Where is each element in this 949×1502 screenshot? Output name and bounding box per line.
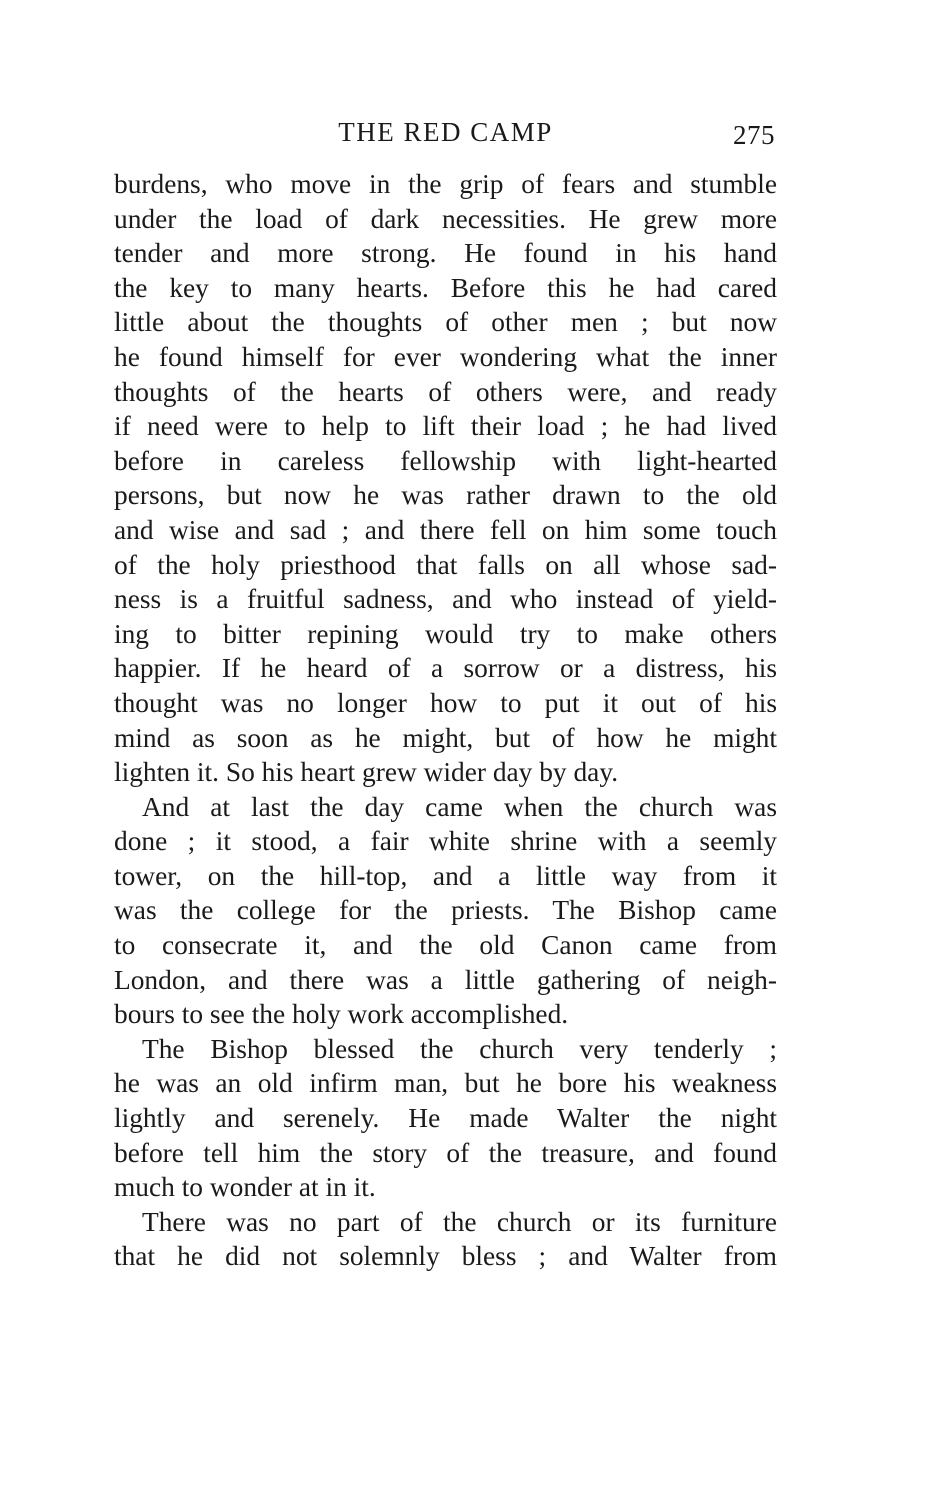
text-line: to consecrate it, and the old Canon came from xyxy=(114,930,777,961)
paragraph xyxy=(114,167,777,790)
text-line: thoughts of the hearts of others were, and ready xyxy=(114,376,777,407)
text-line: of the holy priesthood that falls on all whose sad- xyxy=(114,549,777,580)
text-line: under the load of dark necessities. He grew more xyxy=(114,203,777,234)
text-line: before tell him the story of the treasure, and found xyxy=(114,1137,777,1168)
text-line: much to wonder at in it. xyxy=(114,1172,376,1203)
page-number: 275 xyxy=(733,120,775,150)
text-line: if need were to help to lift their load ; he had lived xyxy=(114,411,777,442)
text-line: ing to bitter repining would try to make others xyxy=(114,618,777,649)
text-line: was the college for the priests. The Bishop came xyxy=(114,895,777,926)
text-line: lightly and serenely. He made Walter the night xyxy=(114,1103,777,1134)
text-line: done ; it stood, a fair white shrine with a seemly xyxy=(114,826,777,857)
text-line: and wise and sad ; and there fell on him some touch xyxy=(114,514,777,545)
text-line: burdens, who move in the grip of fears and stumble xyxy=(114,169,777,199)
text-line: mind as soon as he might, but of how he might xyxy=(114,722,777,753)
text-line: There was no part of the church or its furniture xyxy=(142,1206,777,1237)
text-line: little about the thoughts of other men ; but now xyxy=(114,307,777,338)
text-line: he was an old infirm man, but he bore his weakness xyxy=(114,1068,777,1099)
text-line: ness is a fruitful sadness, and who instead of yield- xyxy=(114,584,777,615)
text-line: lighten it. So his heart grew wider day by day. xyxy=(114,757,619,788)
paragraph xyxy=(114,790,777,1032)
text-line: the key to many hearts. Before this he had cared xyxy=(114,272,777,303)
text-line: thought was no longer how to put it out of his xyxy=(114,687,777,718)
text-line: tender and more strong. He found in his hand xyxy=(114,238,777,269)
text-line: persons, but now he was rather drawn to the old xyxy=(114,480,777,511)
paragraph xyxy=(114,1032,777,1205)
text-line: he found himself for ever wondering what the inner xyxy=(114,341,777,372)
text-line: tower, on the hill-top, and a little way from it xyxy=(114,860,777,891)
text-line: And at last the day came when the church was xyxy=(142,791,777,822)
text-line: London, and there was a little gathering of neigh- xyxy=(114,964,777,995)
text-line: before in careless fellowship with light-hearted xyxy=(114,445,777,476)
body-text xyxy=(114,167,777,1274)
paragraph xyxy=(114,1205,777,1274)
text-line: bours to see the holy work accomplished. xyxy=(114,999,569,1030)
text-line: The Bishop blessed the church very tenderly ; xyxy=(142,1033,777,1064)
text-line: that he did not solemnly bless ; and Walter from xyxy=(114,1241,777,1272)
text-line: happier. If he heard of a sorrow or a distress, his xyxy=(114,653,777,684)
running-head xyxy=(114,112,777,152)
running-title: THE RED CAMP xyxy=(338,117,553,147)
